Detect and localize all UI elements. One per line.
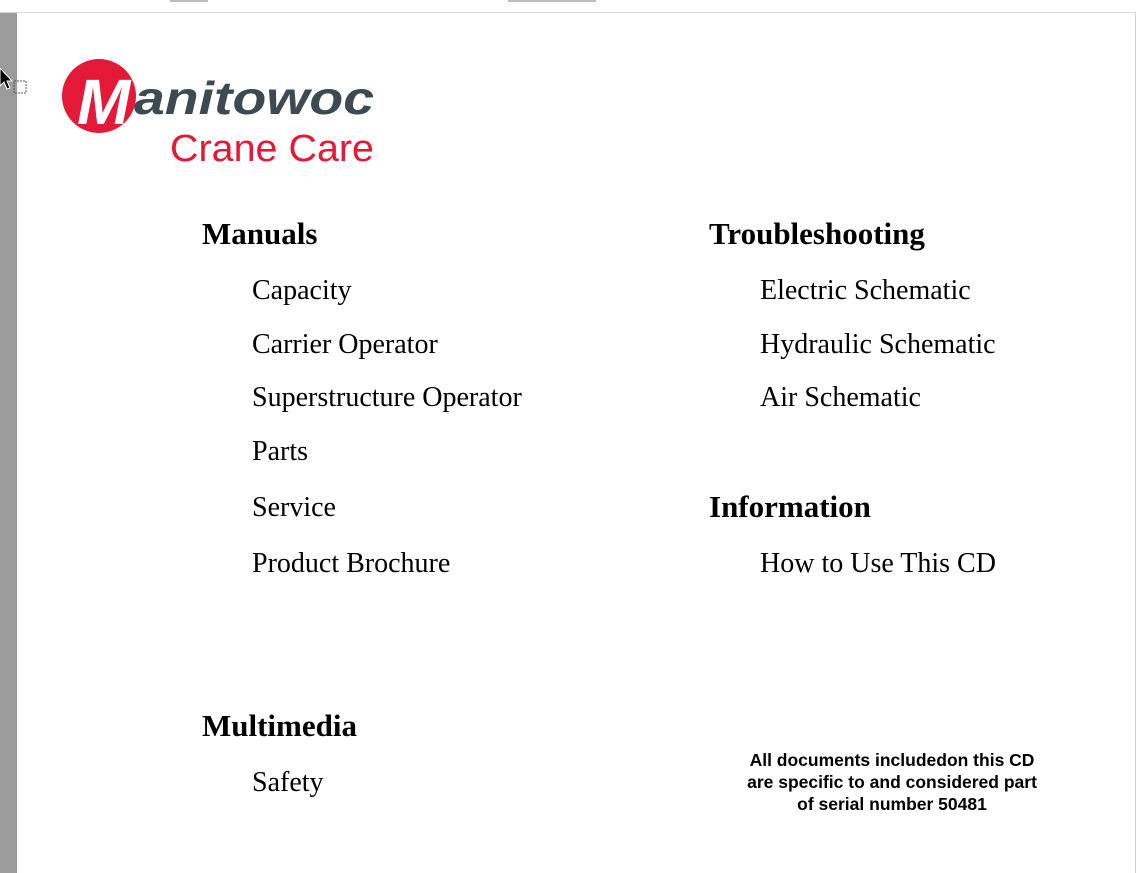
section-title-information: Information bbox=[709, 489, 871, 524]
notice-line: of serial number 50481 bbox=[797, 794, 987, 814]
link-carrier-operator[interactable]: Carrier Operator bbox=[252, 329, 438, 360]
logo-m-letter: M bbox=[77, 66, 131, 138]
link-service[interactable]: Service bbox=[252, 492, 336, 523]
link-safety[interactable]: Safety bbox=[252, 767, 324, 798]
window-top-strip bbox=[0, 0, 1136, 13]
logo-graphic bbox=[62, 57, 392, 167]
link-product-brochure[interactable]: Product Brochure bbox=[252, 548, 451, 579]
notice-line: All documents includedon this CD bbox=[749, 750, 1035, 770]
link-parts[interactable]: Parts bbox=[252, 436, 308, 467]
arrow-cursor-icon bbox=[0, 68, 30, 100]
link-electric-schematic[interactable]: Electric Schematic bbox=[760, 275, 971, 306]
logo-subtitle: Crane Care bbox=[170, 128, 374, 167]
link-hydraulic-schematic[interactable]: Hydraulic Schematic bbox=[760, 329, 996, 360]
link-capacity[interactable]: Capacity bbox=[252, 275, 352, 306]
section-title-manuals: Manuals bbox=[202, 216, 318, 251]
left-scroll-gutter bbox=[0, 13, 17, 873]
link-superstructure-operator[interactable]: Superstructure Operator bbox=[252, 382, 522, 413]
manitowoc-crane-care-logo bbox=[62, 57, 392, 167]
serial-number-notice bbox=[712, 749, 1072, 815]
section-title-troubleshooting: Troubleshooting bbox=[709, 216, 925, 251]
notice-line: are specific to and considered part bbox=[747, 772, 1037, 792]
section-title-multimedia: Multimedia bbox=[202, 708, 357, 743]
link-air-schematic[interactable]: Air Schematic bbox=[760, 382, 921, 413]
link-how-to-use-this-cd[interactable]: How to Use This CD bbox=[760, 548, 996, 579]
logo-brand-text: anitowoc bbox=[134, 72, 374, 124]
